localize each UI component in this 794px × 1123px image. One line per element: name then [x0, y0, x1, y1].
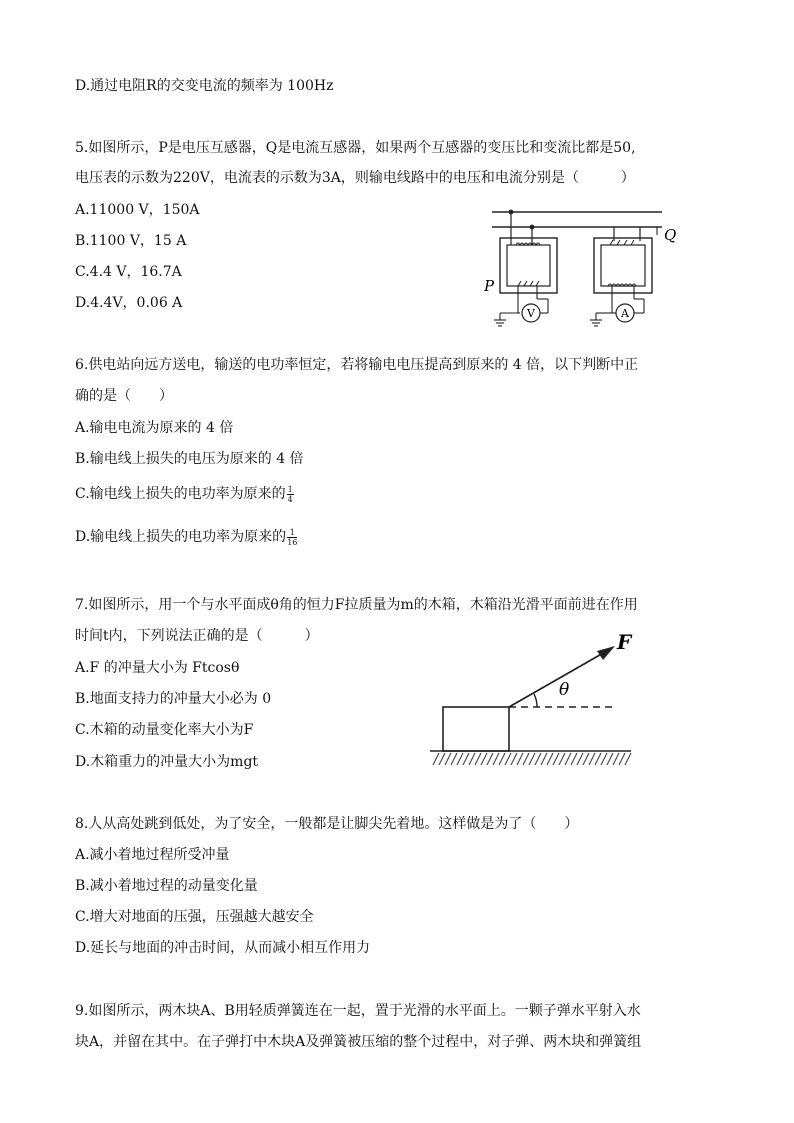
label-theta: θ [559, 680, 570, 700]
q6-stem-line1: 6.供电站向远方送电，输送的电功率恒定，若将输电电压提高到原来的 4 倍，以下判断中正 [75, 357, 639, 373]
q6-option-d-text: D.输电线上损失的电功率为原来的 [75, 529, 287, 545]
q7-option-b: B.地面支持力的冲量大小必为 0 [75, 691, 272, 707]
box-force-diagram [425, 625, 635, 770]
fraction-denominator: 16 [287, 537, 298, 547]
q6-option-b: B.输电线上损失的电压为原来的 4 倍 [75, 451, 304, 467]
q8-stem: 8.人从高处跳到低处，为了安全，一般都是让脚尖先着地。这样做是为了（ ） [75, 816, 579, 832]
q7-option-a: A.F 的冲量大小为 Ftcosθ [75, 660, 240, 676]
label-p: P [484, 277, 495, 295]
q8-option-c: C.增大对地面的压强，压强越大越安全 [75, 909, 314, 925]
q8-option-a: A.减小着地过程所受冲量 [75, 847, 230, 863]
q9-stem-line2: 块A，并留在其中。在子弹打中木块A及弹簧被压缩的整个过程中，对子弹、两木块和弹簧组 [75, 1034, 642, 1050]
q7-option-c: C.木箱的动量变化率大小为F [75, 722, 254, 738]
voltmeter-label: V [527, 307, 535, 320]
ammeter-label: A [621, 307, 629, 320]
q8-option-d: D.延长与地面的冲击时间，从而减小相互作用力 [75, 940, 371, 956]
q6-option-d [75, 527, 297, 547]
q6-stem-line2: 确的是（ ） [75, 388, 173, 404]
q4-option-d: D.通过电阻R的交变电流的频率为 100Hz [75, 78, 334, 94]
q5-stem-line1: 5.如图所示，P是电压互感器，Q是电流互感器，如果两个互感器的变压比和变流比都是50, [75, 140, 636, 156]
q5-option-c: C.4.4 V，16.7A [75, 264, 182, 280]
q6-option-c-text: C.输电线上损失的电功率为原来的 [75, 486, 286, 502]
q5-option-b: B.1100 V，15 A [75, 233, 187, 249]
q6-option-d-fraction [287, 528, 297, 547]
q5-stem-line2: 电压表的示数为220V，电流表的示数为3A，则输电线路中的电压和电流分别是（ ） [75, 170, 635, 186]
q6-option-c [75, 484, 294, 504]
fraction-numerator: 1 [287, 528, 297, 538]
q6-option-c-fraction [287, 485, 294, 504]
q5-option-d: D.4.4V，0.06 A [75, 295, 183, 311]
q5-option-a: A.11000 V，150A [75, 202, 200, 218]
q8-option-b: B.减小着地过程的动量变化量 [75, 878, 258, 894]
fraction-denominator: 4 [287, 494, 293, 504]
q7-stem-line2: 时间t内，下列说法正确的是（ ） [75, 628, 319, 644]
label-f: F [617, 630, 632, 654]
q9-stem-line1: 9.如图所示，两木块A、B用轻质弹簧连在一起，置于光滑的水平面上。一颗子弹水平射入水 [75, 1003, 641, 1019]
transformer-circuit-diagram [482, 205, 687, 330]
q7-stem-line1: 7.如图所示，用一个与水平面成θ角的恒力F拉质量为m的木箱，木箱沿光滑平面前进在作用 [75, 597, 638, 613]
q7-option-d: D.木箱重力的冲量大小为mgt [75, 754, 259, 770]
fraction-numerator: 1 [287, 484, 293, 494]
q6-option-a: A.输电电流为原来的 4 倍 [75, 420, 234, 436]
label-q: Q [664, 226, 677, 244]
